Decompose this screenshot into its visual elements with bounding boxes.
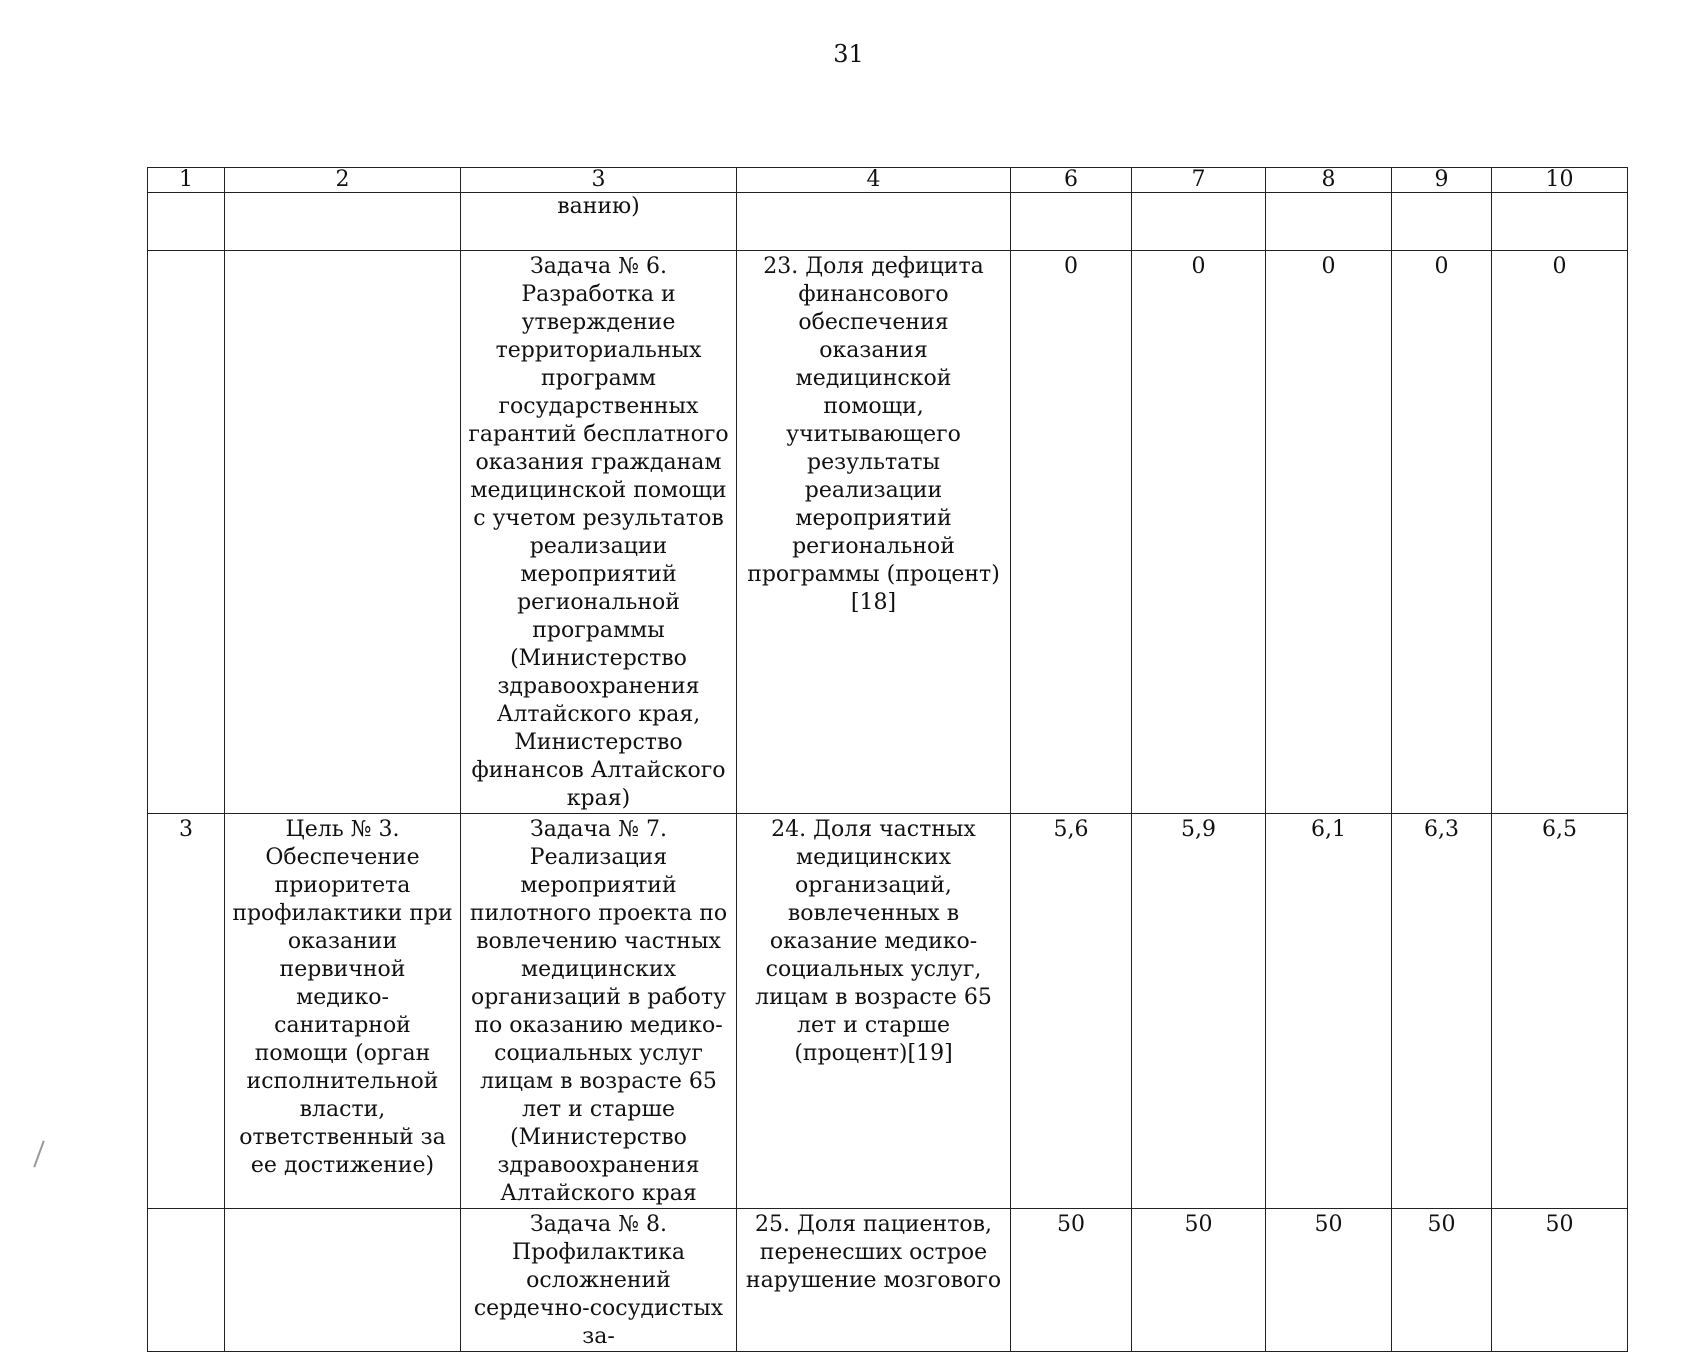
table-row xyxy=(148,1209,1628,1352)
goal-cell xyxy=(225,251,461,814)
column-number-row xyxy=(148,168,1628,193)
value-cell xyxy=(1266,193,1392,251)
value-cell: 0 xyxy=(1011,251,1132,814)
indicator-cell: 25. Доля пациентов, перенесших острое нарушение мозгового xyxy=(737,1209,1011,1352)
task-cell: Задача № 8. Профилактика осложнений сердечно-сосудистых за- xyxy=(461,1209,737,1352)
scan-artifact xyxy=(33,1141,44,1168)
column-number: 8 xyxy=(1266,168,1392,193)
value-cell: 50 xyxy=(1132,1209,1266,1352)
value-cell: 50 xyxy=(1492,1209,1628,1352)
value-cell: 6,5 xyxy=(1492,814,1628,1209)
row-number-cell xyxy=(148,251,225,814)
row-number-cell xyxy=(148,1209,225,1352)
value-cell: 6,1 xyxy=(1266,814,1392,1209)
table-row xyxy=(148,193,1628,251)
value-cell xyxy=(1392,193,1492,251)
column-number: 6 xyxy=(1011,168,1132,193)
column-number: 1 xyxy=(148,168,225,193)
value-cell xyxy=(1132,193,1266,251)
indicator-cell: 24. Доля частных медицинских организаций, вовлеченных в оказание медико-социальных услуг, лицам в возрасте 65 лет и старше (процент)[19] xyxy=(737,814,1011,1209)
value-cell: 0 xyxy=(1266,251,1392,814)
page-number: 31 xyxy=(833,40,864,68)
task-cell: Задача № 7. Реализация мероприятий пилотного проекта по вовлечению частных медицинских организаций в работу по оказанию медико-социальных услуг лицам в возрасте 65 лет и старше (Министерство здравоохранения Алтайского края xyxy=(461,814,737,1209)
goal-cell xyxy=(225,1209,461,1352)
goal-cell xyxy=(225,193,461,251)
indicator-cell xyxy=(737,193,1011,251)
value-cell xyxy=(1492,193,1628,251)
value-cell: 50 xyxy=(1266,1209,1392,1352)
value-cell: 5,9 xyxy=(1132,814,1266,1209)
table-row xyxy=(148,814,1628,1209)
task-cell: ванию) xyxy=(461,193,737,251)
column-number: 2 xyxy=(225,168,461,193)
task-cell: Задача № 6. Разработка и утверждение территориальных программ государственных гарантий бесплатного оказания гражданам медицинской помощи с учетом результатов реализации мероприятий региональной программы (Министерство здравоохранения Алтайского края, Министерство финансов Алтайского края) xyxy=(461,251,737,814)
column-number: 4 xyxy=(737,168,1011,193)
value-cell: 50 xyxy=(1011,1209,1132,1352)
column-number: 10 xyxy=(1492,168,1628,193)
value-cell xyxy=(1011,193,1132,251)
value-cell: 50 xyxy=(1392,1209,1492,1352)
value-cell: 5,6 xyxy=(1011,814,1132,1209)
column-number: 3 xyxy=(461,168,737,193)
value-cell: 0 xyxy=(1392,251,1492,814)
column-number: 7 xyxy=(1132,168,1266,193)
column-number: 9 xyxy=(1392,168,1492,193)
table-row xyxy=(148,251,1628,814)
indicators-table xyxy=(147,167,1628,1352)
row-number-cell xyxy=(148,193,225,251)
value-cell: 0 xyxy=(1492,251,1628,814)
indicator-cell: 23. Доля дефицита финансового обеспечения оказания медицинской помощи, учитывающего результаты реализации мероприятий региональной программы (процент)[18] xyxy=(737,251,1011,814)
goal-cell: Цель № 3. Обеспечение приоритета профилактики при оказании первичной медико-санитарной помощи (орган исполнительной власти, ответственный за ее достижение) xyxy=(225,814,461,1209)
value-cell: 6,3 xyxy=(1392,814,1492,1209)
value-cell: 0 xyxy=(1132,251,1266,814)
row-number-cell: 3 xyxy=(148,814,225,1209)
